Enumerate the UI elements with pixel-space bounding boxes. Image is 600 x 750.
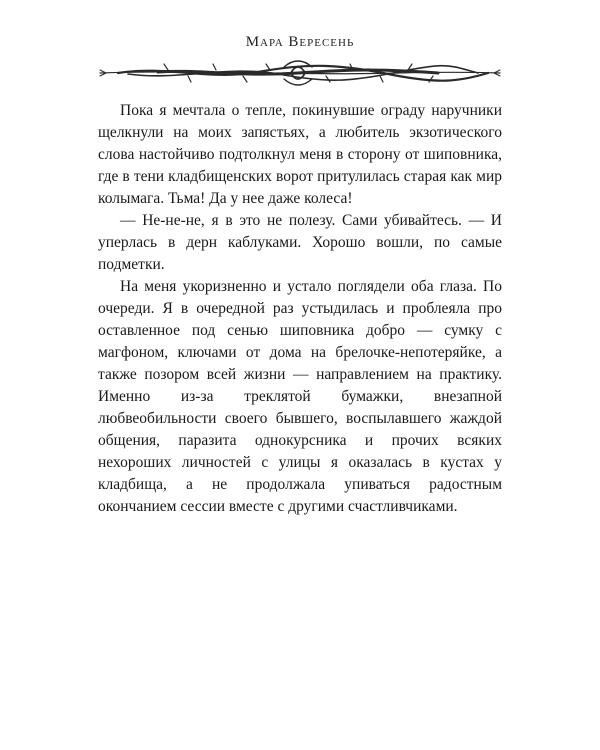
paragraph: — Не-не-не, я в это не полезу. Сами убивайтесь. — И уперлась в дерн каблуками. Хорошо вошли, по самые подметки. <box>98 212 502 273</box>
paragraph: Пока я мечтала о тепле, покинувшие ограду наручники щелкнули на моих запястьях, а любитель экзотического слова настойчиво подтолкнул меня в сторону от шиповника, где в тени кладбищенских ворот притулилась старая как мир колымага. Тьма! Да у нее даже колеса! <box>98 102 502 207</box>
body-text <box>98 100 502 518</box>
running-header-author: Мара Вересень <box>245 34 355 50</box>
thorn-vine-divider-icon <box>98 55 502 91</box>
paragraph: На меня укоризненно и устало поглядели оба глаза. По очереди. Я в очередной раз устыдилась и проблеяла про оставленное под сенью шиповника добро — сумку с магфоном, ключами от дома на брелочке-непотеряйке, а также позором всей жизни — направлением на практику. Именно из-за треклятой бумажки, внезапной любвеобильности своего бывшего, воспылавшего жаждой общения, паразита однокурсника и прочих всяких нехороших личностей с улицы я оказалась в кустах у кладбища, а не продолжала упиваться радостным окончанием сессии вместе с другими счастливчиками. <box>98 278 502 515</box>
